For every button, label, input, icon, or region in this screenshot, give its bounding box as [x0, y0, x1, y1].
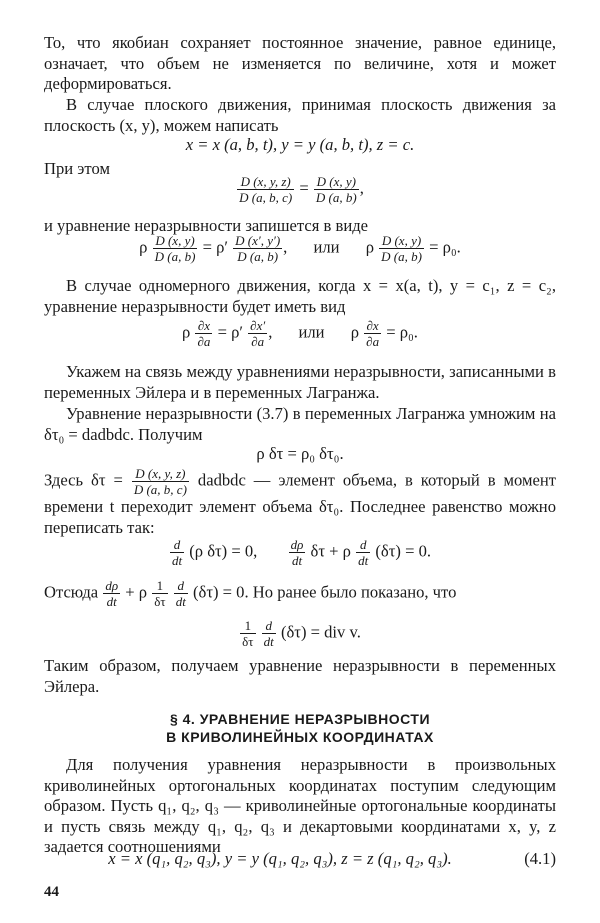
fraction: $\frac{d}{dt}$ — [263, 618, 274, 649]
paragraph-volume-element: Здесь δτ = $\frac{D (x, y, z)}{D (a, b, c)}$ dadbdc — элемент объема, в который в момент времени t переходит элемент объема δτ₀. Последнее равенство можно переписать так: — [44, 466, 556, 537]
paragraph-jacobian: То, что якобиан сохраняет постоянное значение, равное единице, означает, что объем не изменяется по величине, хотя и может деформироваться. — [44, 33, 556, 93]
fraction: $\frac{D (x, y)}{D (a, b)}$ — [381, 233, 422, 264]
equation-plane-motion: x = x (a, b, t), y = y (a, b, t), z = c. — [185, 135, 415, 154]
paragraph-conclusion: Таким образом, получаем уравнение неразрывности в переменных Эйлера. — [44, 656, 556, 696]
equation-4-1 — [44, 849, 556, 870]
equation-4-1-body: x = x (q₁, q₂, q₃), y = y (q₁, q₂, q₃), z = z (q₁, q₂, q₃). — [108, 849, 452, 868]
section-heading-line2: В КРИВОЛИНЕЙНЫХ КООРДИНАТАХ — [166, 729, 434, 745]
fraction: $\frac{D (x, y, z)}{D (a, b, c)}$ — [239, 174, 293, 205]
equation-volume: ρ δτ = ρ₀ δτ₀. — [256, 444, 344, 463]
equation-divergence: $\frac{1}{\delta\tau}$ $\frac{d}{dt}$ (δτ) = div v. — [242, 618, 361, 649]
page-number: 44 — [44, 884, 59, 900]
fraction: $\frac{d\rho}{dt}$ — [290, 537, 304, 568]
paragraph-curvilinear: Для получения уравнения неразрывности в произвольных криволинейных ортогональных координатах поступим следующим образом. Пусть q₁, q₂, q₃ — криволинейные ортогональные координаты и пусть связь между q₁, q₂, q₃ и декартовыми координатами x, y, z задается соотношениями — [44, 755, 556, 856]
paragraph-continuity-form: и уравнение неразрывности запишется в виде — [44, 216, 369, 235]
paragraph-one-dimensional: В случае одномерного движения, когда x = x(a, t), y = c₁, z = c₂, уравнение неразрывности будет иметь вид — [44, 276, 556, 316]
fraction: $\frac{1}{\delta\tau}$ — [242, 618, 254, 649]
fraction: $\frac{\partial x}{\partial a}$ — [197, 318, 211, 349]
fraction: $\frac{d}{dt}$ — [175, 578, 186, 609]
fraction: $\frac{\partial x'}{\partial a}$ — [250, 318, 266, 349]
fraction: $\frac{\partial x}{\partial a}$ — [366, 318, 380, 349]
fraction: $\frac{D (x, y, z)}{D (a, b, c)}$ — [133, 466, 187, 497]
paragraph-plane-motion: В случае плоского движения, принимая плоскость движения за плоскость (x, y), можем написать — [44, 95, 556, 135]
section-heading-line1: § 4. УРАВНЕНИЕ НЕРАЗРЫВНОСТИ — [169, 711, 431, 727]
paragraph-euler-lagrange: Укажем на связь между уравнениями неразрывности, записанными в переменных Эйлера и в переменных Лагранжа. — [44, 362, 556, 402]
fraction: $\frac{D (x, y)}{D (a, b)}$ — [154, 233, 196, 264]
equation-number: (4.1) — [524, 849, 556, 868]
equation-derivative: $\frac{d}{dt}$ (ρ δτ) = 0, $\frac{d\rho}{dt}$ δτ + ρ $\frac{d}{dt}$ (δτ) = 0. — [171, 537, 432, 568]
fraction: $\frac{1}{\delta\tau}$ — [154, 578, 166, 609]
fraction: $\frac{d\rho}{dt}$ — [105, 578, 119, 609]
fraction: $\frac{d}{dt}$ — [358, 537, 369, 568]
equation-continuity-plane: ρ $\frac{D (x, y)}{D (a, b)}$ = ρ′ $\frac{D (x', y')}{D (a, b)}$ , или ρ $\frac{D (x, y)}{D (a, b)}$ = ρ₀. — [139, 233, 461, 264]
paragraph-hence: Отсюда $\frac{d\rho}{dt}$ + ρ $\frac{1}{\delta\tau}$ $\frac{d}{dt}$ (δτ) = 0. Но ранее было показано, что — [44, 578, 457, 609]
paragraph-in-this-case: При этом — [44, 159, 110, 178]
fraction: $\frac{D (x, y)}{D (a, b)}$ — [315, 174, 357, 205]
equation-jacobian-ratio: $\frac{D (x, y, z)}{D (a, b, c)}$ = $\frac{D (x, y)}{D (a, b)}$ , — [239, 174, 364, 205]
paragraph-multiply: Уравнение неразрывности (3.7) в переменных Лагранжа умножим на δτ₀ = dadbdc. Получим — [44, 404, 556, 444]
fraction: $\frac{d}{dt}$ — [171, 537, 183, 568]
equation-continuity-1d: ρ $\frac{\partial x}{\partial a}$ = ρ′ $\frac{\partial x'}{\partial a}$ , или ρ $\frac{\partial x}{\partial a}$ = ρ₀. — [182, 318, 418, 349]
fraction: $\frac{D (x', y')}{D (a, b)}$ — [235, 233, 281, 264]
